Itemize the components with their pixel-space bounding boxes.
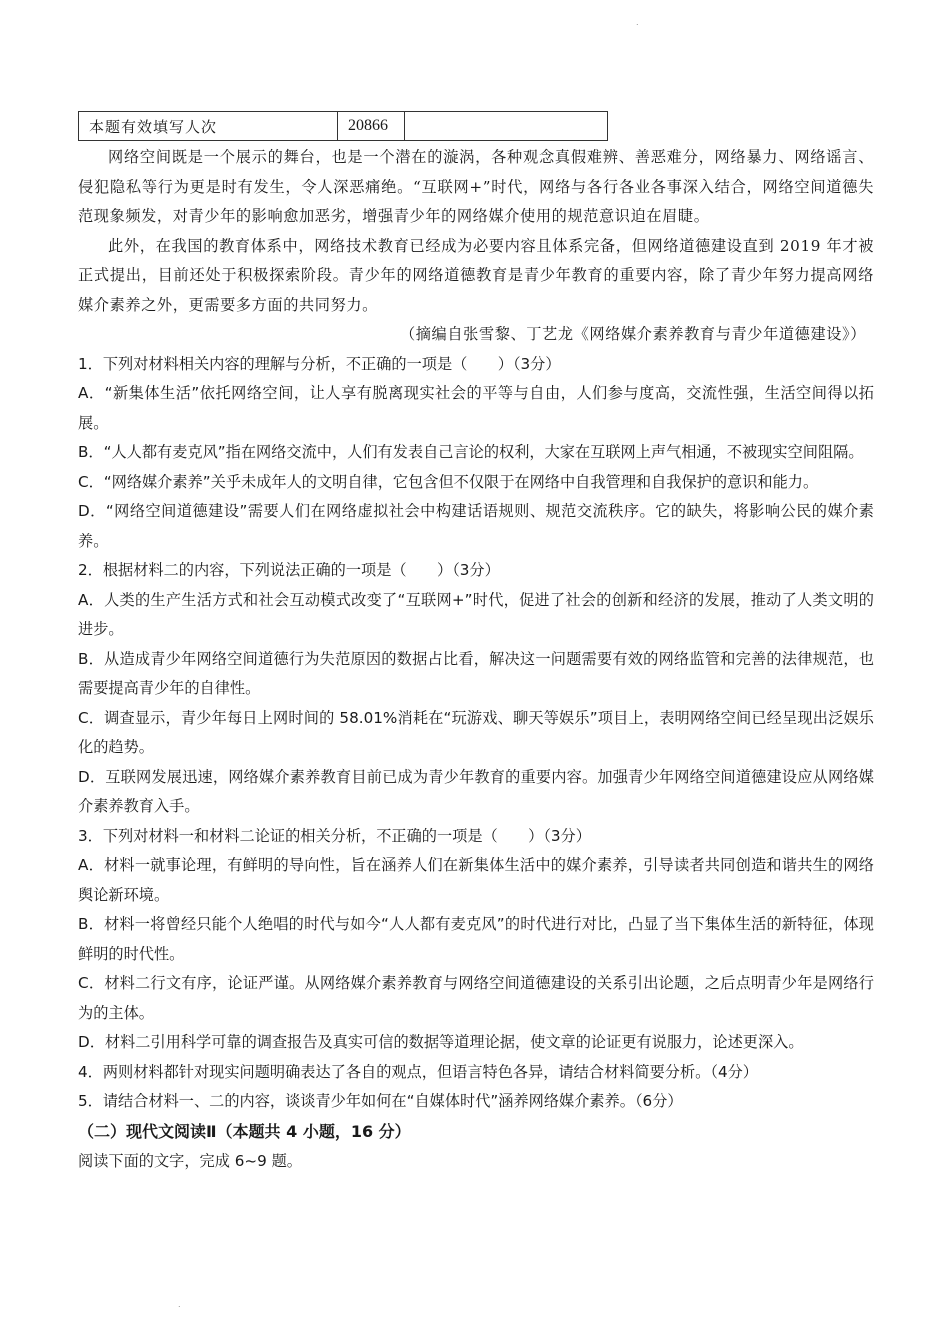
question-3-option-b: B．材料一将曾经只能个人绝唱的时代与如今“人人都有麦克风”的时代进行对比，凸显了当下集体生活的新特征，体现鲜明的时代性。 — [78, 915, 874, 963]
section-2-instruction: 阅读下面的文字，完成 6~9 题。 — [78, 1151, 302, 1170]
question-1-option-d: D．“网络空间道德建设”需要人们在网络虚拟社会中构建话语规则、规范交流秩序。它的缺失，将影响公民的媒介素养。 — [78, 502, 874, 550]
table-value-cell: 20866 — [338, 112, 405, 141]
table-label-cell: 本题有效填写人次 — [79, 112, 338, 141]
question-3-option-c: C．材料二行文有序，论证严谨。从网络媒介素养教育与网络空间道德建设的关系引出论题，之后点明青少年是网络行为的主体。 — [78, 974, 874, 1022]
question-4: 4．两则材料都针对现实问题明确表达了各自的观点，但语言特色各异，请结合材料简要分析。（4分） — [78, 1062, 758, 1081]
question-2-stem: 2．根据材料二的内容，下列说法正确的一项是（ ）（3分） — [78, 561, 500, 579]
question-1-option-b: B．“人人都有麦克风”指在网络交流中，人们有发表自己言论的权利，大家在互联网上声气相通，不被现实空间阻隔。 — [78, 443, 864, 461]
question-1-option-a: A．“新集体生活”依托网络空间，让人享有脱离现实社会的平等与自由，人们参与度高，交流性强，生活空间得以拓展。 — [78, 384, 874, 432]
question-3-stem: 3．下列对材料一和材料二论证的相关分析，不正确的一项是（ ）（3分） — [78, 826, 591, 845]
question-2-option-b: B．从造成青少年网络空间道德行为失范原因的数据占比看，解决这一问题需要有效的网络监管和完善的法律规范，也需要提高青少年的自律性。 — [78, 649, 874, 697]
section-2-title: （二）现代文阅读Ⅱ（本题共 4 小题，16 分） — [78, 1121, 411, 1141]
passage-source: （摘编自张雪黎、丁艺龙《网络媒介素养教育与青少年道德建设》） — [399, 325, 866, 343]
question-2-option-d: D．互联网发展迅速，网络媒介素养教育目前已成为青少年教育的重要内容。加强青少年网络空间道德建设应从网络媒介素养教育入手。 — [78, 767, 874, 815]
question-1-stem: 1．下列对材料相关内容的理解与分析，不正确的一项是（ ）（3分） — [78, 354, 561, 373]
main-content — [78, 143, 874, 1176]
question-2-option-a: A．人类的生产生活方式和社会互动模式改变了“互联网+”时代，促进了社会的创新和经济的发展，推动了人类文明的进步。 — [78, 590, 874, 638]
question-3-option-d: D．材料二引用科学可靠的调查报告及真实可信的数据等道理论据，使文章的论证更有说服力，论述更深入。 — [78, 1033, 804, 1051]
page-dot-top: . — [636, 18, 639, 27]
table-row — [79, 112, 608, 141]
question-2-option-c: C．调查显示，青少年每日上网时间的 58.01%消耗在“玩游戏、聊天等娱乐”项目上，表明网络空间已经呈现出泛娱乐化的趋势。 — [78, 708, 874, 756]
question-3-option-a: A．材料一就事论理，有鲜明的导向性，旨在涵养人们在新集体生活中的媒介素养，引导读者共同创造和谐共生的网络舆论新环境。 — [78, 856, 874, 904]
passage-paragraph-1: 网络空间既是一个展示的舞台，也是一个潜在的漩涡，各种观念真假难辨、善恶难分，网络暴力、网络谣言、侵犯隐私等行为更是时有发生，令人深恶痛绝。“互联网+”时代，网络与各行各业各事深入结合，网络空间道德失范现象频发，对青少年的影响愈加恶劣，增强青少年的网络媒介使用的规范意识迫在眉睫。 — [78, 148, 874, 225]
question-5: 5．请结合材料一、二的内容，谈谈青少年如何在“自媒体时代”涵养网络媒介素养。（6分） — [78, 1092, 683, 1110]
question-1-option-c: C．“网络媒介素养”关乎未成年人的文明自律，它包含但不仅限于在网络中自我管理和自我保护的意识和能力。 — [78, 472, 819, 491]
passage-paragraph-2: 此外，在我国的教育体系中，网络技术教育已经成为必要内容且体系完备，但网络道德建设直到 2019 年才被正式提出，目前还处于积极探索阶段。青少年的网络道德教育是青少年教育的重要内容，除了青少年努力提高网络媒介素养之外，更需要多方面的共同努力。 — [78, 236, 874, 314]
table-empty-cell — [405, 112, 608, 141]
page-dot-bottom: . — [178, 1300, 181, 1309]
survey-table — [78, 111, 608, 141]
